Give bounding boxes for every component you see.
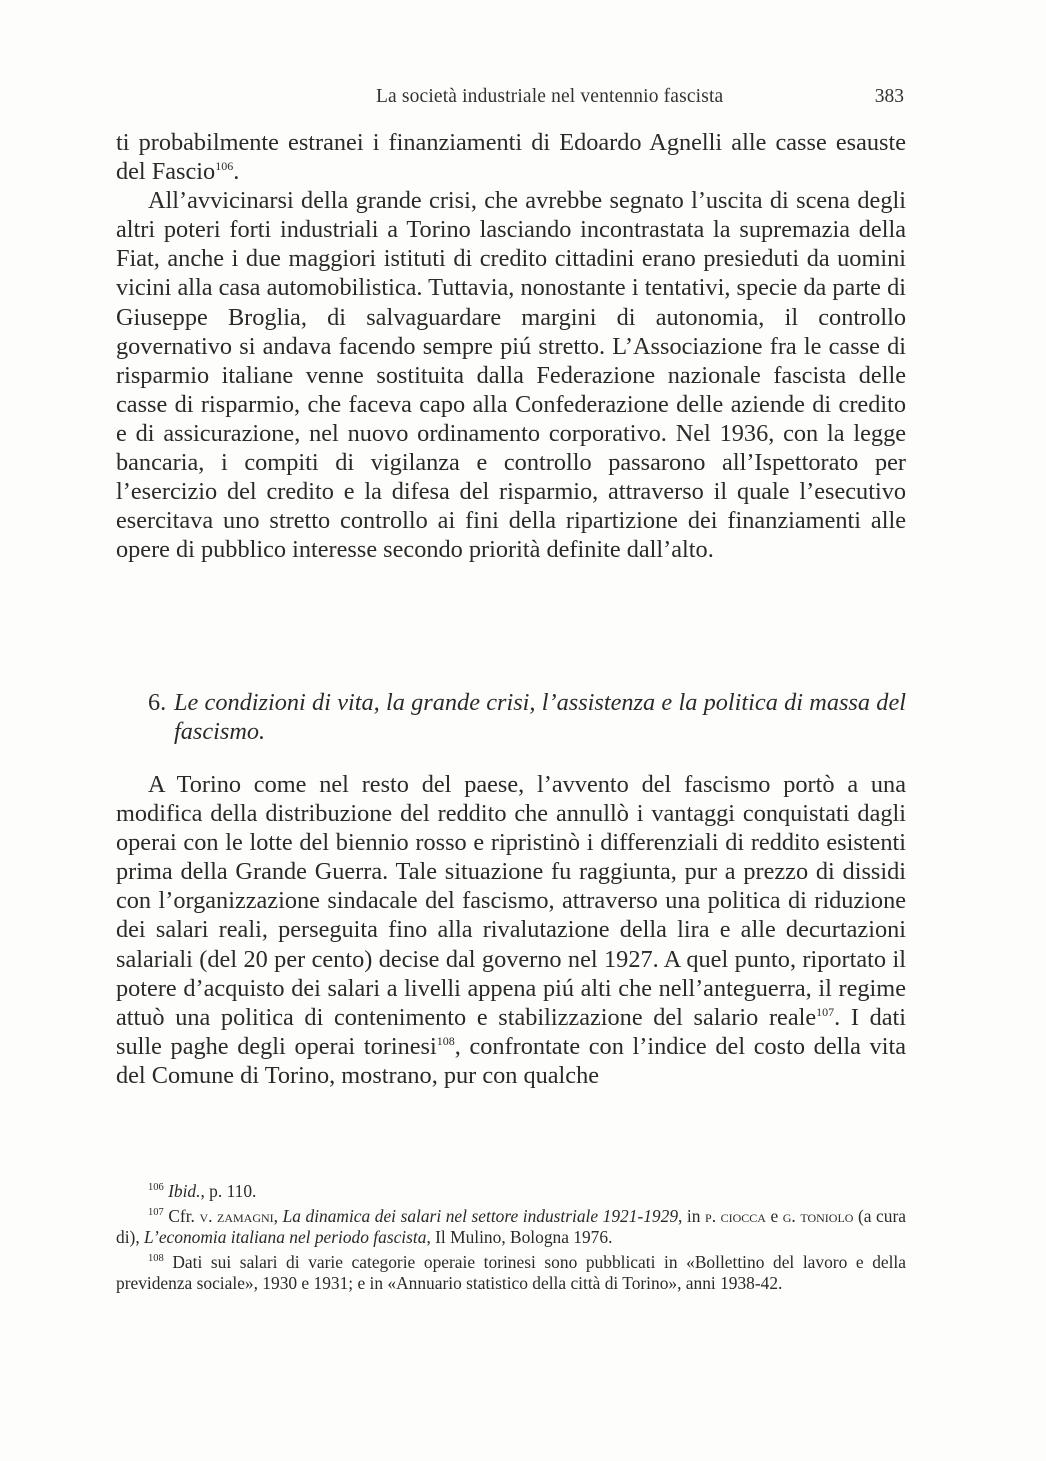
footnote-work-title: La dinamica dei salari nel settore industriale 1921-1929 xyxy=(282,1205,679,1226)
footnote-editor: p. ciocca xyxy=(705,1205,766,1226)
section-title: Le condizioni di vita, la grande crisi, l’assistenza e la politica di massa del fascismo. xyxy=(174,689,906,746)
section-number: 6. xyxy=(148,689,167,716)
footnote-editor: g. toniolo xyxy=(782,1205,854,1226)
footnote-ref-106[interactable]: 106 xyxy=(215,159,234,174)
footnote-text: Cfr. xyxy=(168,1205,200,1226)
footnote-number: 108 xyxy=(148,1252,164,1264)
footnote-author: v. zamagni xyxy=(199,1205,274,1226)
footnote-107 xyxy=(116,1206,906,1249)
footnote-text: , p. 110. xyxy=(200,1181,257,1201)
footnote-number: 107 xyxy=(148,1206,164,1218)
footnote-text: (a cura di), xyxy=(116,1205,906,1248)
running-header xyxy=(376,82,906,116)
footnote-ref-107[interactable]: 107 xyxy=(816,1004,835,1019)
page-number: 383 xyxy=(874,86,904,107)
footnote-book-title: L’economia italiana nel periodo fascista xyxy=(144,1227,427,1248)
footnote-text: , in xyxy=(678,1205,706,1226)
footnote-106 xyxy=(116,1181,906,1203)
footnote-text: , Il Mulino, Bologna 1976. xyxy=(426,1227,613,1248)
paragraph-text: . I dati sulle paghe degli operai torinesi xyxy=(116,1003,907,1060)
footnote-108 xyxy=(116,1252,906,1295)
footnote-ref-108[interactable]: 108 xyxy=(436,1033,455,1048)
paragraph-crisis: All’avvicinarsi della grande crisi, che avrebbe segnato l’uscita di scena degli altri poteri forti industriali a Torino lasciando incontrastata la supremazia della Fiat, anche i due maggiori istituti di credito cittadini erano presieduti da uomini vicini alla casa automobilistica. Tuttavia, nonostante i tentativi, specie da parte di Giuseppe Broglia, di salvaguardare margini di autonomia, il controllo governativo si andava facendo sempre piú stretto. L’Associazione fra le casse di risparmio italiane venne sostituita dalla Federazione nazionale fascista delle casse di risparmio, che faceva capo alla Confederazione delle aziende di credito e di assicurazione, nel nuovo ordinamento corporativo. Nel 1936, con la legge bancaria, i compiti di vigilanza e controllo passarono all’Ispettorato per l’esercizio del credito e la difesa del risparmio, attraverso il quale l’esecutivo esercitava uno stretto controllo ai fini della ripartizione dei finanziamenti alle opere di pubblico interesse secondo priorità definite dall’alto. xyxy=(116,187,906,564)
paragraph-text: , confrontate con l’indice del costo della vita del Comune di Torino, mostrano, pur con qualche xyxy=(116,1032,906,1089)
footnotes xyxy=(116,1181,906,1298)
footnote-text: Dati sui salari di varie categorie operaie torinesi sono pubblicati in «Bollettino del lavoro e della previdenza sociale», 1930 e 1931; e in «Annuario statistico della città di Torino», anni 1938-42. xyxy=(116,1251,906,1294)
footnote-text: , xyxy=(273,1205,283,1226)
body-text-top xyxy=(116,128,906,564)
paragraph-continuation xyxy=(116,128,906,186)
paragraph-torino xyxy=(116,770,906,1090)
running-title: La società industriale nel ventennio fascista xyxy=(376,86,724,107)
footnote-text: e xyxy=(765,1205,783,1226)
punctuation: . xyxy=(233,158,240,186)
body-text-bottom xyxy=(116,770,906,1090)
footnote-ibid: Ibid. xyxy=(168,1181,201,1201)
paragraph-text: A Torino come nel resto del paese, l’avvento del fascismo portò a una modifica della distribuzione del reddito che annullò i vantaggi conquistati dagli operai con le lotte del biennio rosso e ripristinò i differenziali di reddito esistenti prima della Grande Guerra. Tale situazione fu raggiunta, pur a prezzo di dissidi con l’organizzazione sindacale del fascismo, attraverso una politica di riduzione dei salari reali, perseguita fino alla rivalutazione della lira e alle decurtazioni salariali (del 20 per cento) decise dal governo nel 1927. A quel punto, riportato il potere d’acquisto dei salari a livelli appena piú alti che nell’anteguerra, il regime attuò una politica di contenimento e stabilizzazione del salario reale xyxy=(116,771,906,1031)
section-heading xyxy=(148,688,906,746)
paragraph-text: ti probabilmente estranei i finanziamenti di Edoardo Agnelli alle casse esauste del Fascio xyxy=(116,129,906,186)
footnote-number: 106 xyxy=(148,1182,164,1193)
